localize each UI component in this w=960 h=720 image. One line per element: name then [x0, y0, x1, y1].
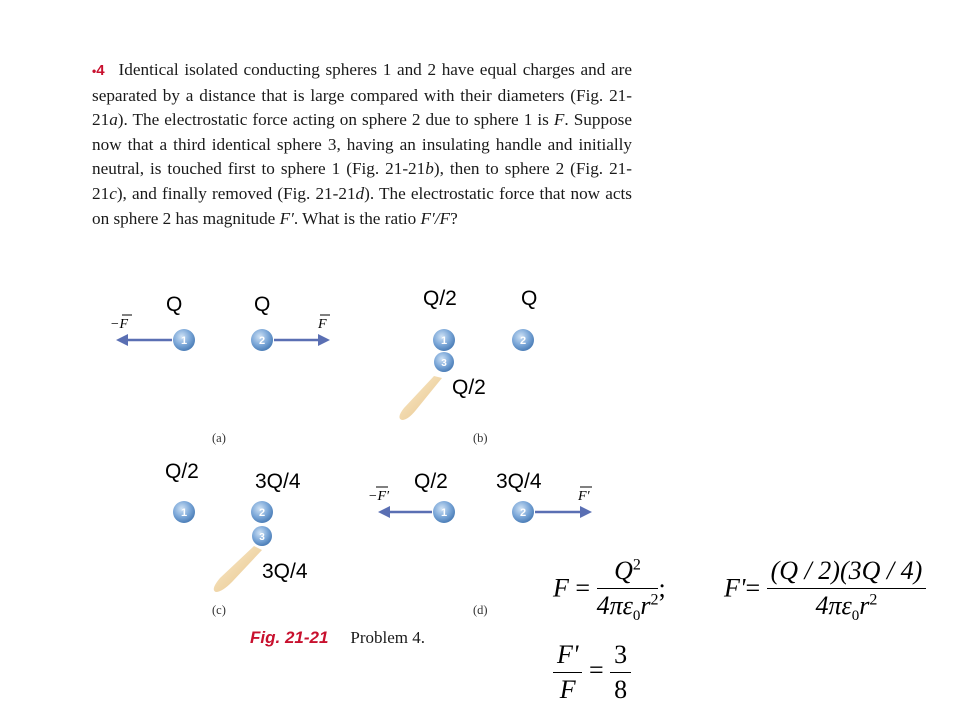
sphere-number: 2 [258, 335, 266, 347]
svg-text:3: 3 [259, 532, 265, 543]
charge-label: Q/2 [165, 460, 199, 483]
force-vector-F: F [553, 110, 565, 130]
equation-F-prime: F'= $\frac{(Q / 2)(3Q / 4)}{4\pi\varepsilon_0r^2}$ [724, 556, 926, 625]
force-label: −F [110, 317, 128, 332]
figure-caption: Fig. 21-21 Problem 4. [250, 628, 426, 647]
panel-a [110, 315, 330, 351]
charge-label: Q/2 [452, 376, 486, 399]
charge-label: 3Q/4 [262, 560, 308, 583]
charge-label: Q/2 [423, 287, 457, 310]
panel-d [368, 487, 592, 523]
panel-label-a: (a) [212, 431, 226, 445]
svg-text:2: 2 [258, 507, 266, 519]
svg-text:1: 1 [180, 507, 188, 519]
equation-ratio: $\frac{F'}{F}$ = $\frac{3}{8}$ [553, 640, 631, 705]
problem-text: •4 Identical isolated conducting spheres 1 and 2 have equal charges and are separated by a distance that is large compared with their diameters (Fig. 21-21a). The electrostatic force acting on sphere 2 due to sphere 1 is F. Suppose now that a third identical sphere 3, having an insulating handle and initially neutral, is touched first to sphere 1 (Fig. 21-21b), then to sphere 2 (Fig. 21-21c), and finally removed (Fig. 21-21d). The electrostatic force that now acts on sphere 2 has magnitude F′. What is the ratio F′/F? [92, 60, 632, 228]
svg-text:1: 1 [440, 335, 448, 347]
problem-number: •4 [92, 62, 105, 79]
panel-label-d: (d) [473, 603, 488, 617]
equation-F: F = $\frac{Q^2}{4\pi\varepsilon_0r^2}$ ; [553, 556, 666, 625]
force-label: F′ [578, 489, 590, 504]
arrowhead [116, 334, 128, 346]
charge-label: 3Q/4 [255, 470, 301, 493]
svg-text:2: 2 [519, 335, 527, 347]
charge-label: Q [166, 293, 183, 316]
force-label: F [318, 317, 327, 332]
charge-label: Q/2 [414, 470, 448, 493]
svg-text:3: 3 [441, 358, 447, 369]
arrowhead [378, 506, 390, 518]
arrowhead [318, 334, 330, 346]
charge-label: 3Q/4 [496, 470, 542, 493]
charge-label: Q [521, 287, 538, 310]
svg-text:1: 1 [440, 507, 448, 519]
panel-label-b: (b) [473, 431, 488, 445]
insulating-handle [399, 376, 442, 420]
insulating-handle [214, 546, 262, 592]
panel-b [399, 329, 534, 420]
arrowhead [580, 506, 592, 518]
sphere-number: 1 [180, 335, 188, 347]
panel-label-c: (c) [212, 603, 226, 617]
panel-c [173, 501, 273, 592]
svg-text:2: 2 [519, 507, 527, 519]
force-label: −F′ [368, 489, 390, 504]
charge-label: Q [254, 293, 271, 316]
